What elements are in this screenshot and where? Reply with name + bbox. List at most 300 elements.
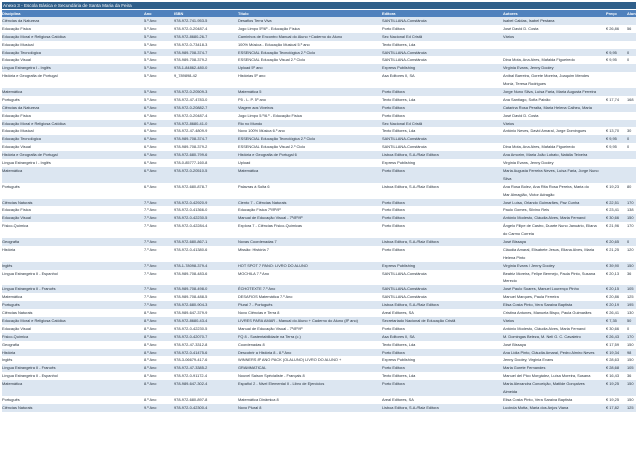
cell-editora: Express Publishing: [382, 262, 416, 268]
cell-alunos: 150: [627, 381, 634, 387]
cell-autores: Silva: [503, 175, 512, 181]
cell-autores: Ângelo Filipe de Castro, Duarte Nuno Januário, Eliana: [503, 223, 597, 229]
cell-isbn: 978-972-0-42920-9: [174, 199, 208, 205]
table-row: [2, 183, 636, 199]
cell-isbn: 978-972-0-42284-4: [174, 223, 208, 229]
cell-autores: António Modesto, Cláudia Alves, Maria Fernand: [503, 325, 586, 331]
cell-titulo: ESSENCIAL Educação Tecnológica 2.º Ciclo: [238, 136, 316, 142]
cell-alunos: 0: [627, 239, 630, 244]
cell-autores: Cláudia Amaral, Elisabete Jesus, Eliana Alves, Maria: [503, 246, 595, 252]
cell-autores: António Modesto, Cláudia Alves, Maria Fernand: [503, 215, 586, 221]
cell-autores: Maria Gorete Fernandes: [503, 365, 546, 371]
cell-ano: 6.º Ano: [144, 167, 157, 173]
cell-disciplina: Ciências Naturais: [2, 404, 33, 410]
cell-preco: € 19,25: [606, 396, 619, 402]
cell-disciplina: Educação Moral e Religiosa Católica: [2, 120, 66, 126]
cell-preco: € 19,34: [606, 349, 619, 355]
cell-isbn: 978-972-0-91172-4: [174, 373, 208, 379]
cell-editora: Express Publishing: [382, 357, 416, 363]
cell-titulo: ESSENCIAL Educação Visual 2.º Ciclo: [238, 57, 306, 63]
cell-autores: Vários: [503, 33, 515, 39]
cell-ano: 7.º Ano: [144, 270, 157, 276]
cell-ano: 7.º Ano: [144, 294, 157, 300]
cell-disciplina: História: [2, 349, 16, 355]
cell-alunos: 0: [627, 325, 630, 331]
cell-titulo: Educação Física 7º/8º/9º: [238, 207, 281, 213]
cell-alunos: 105: [627, 286, 634, 292]
cell-preco: € 16,43: [606, 373, 619, 379]
cell-autores: António Neves, David Amaral, Jorge Domingues: [503, 128, 587, 134]
cell-disciplina: Língua Estrangeira II - Francês: [2, 286, 56, 292]
cell-alunos: 130: [627, 310, 634, 316]
cell-editora: SANTILLANA-Constância: [382, 270, 427, 276]
cell-ano: 6.º Ano: [144, 112, 157, 118]
cell-disciplina: Ciências Naturais: [2, 199, 33, 205]
cell-disciplina: Língua Estrangeira II - Espanhol: [2, 270, 58, 276]
cell-alunos: 0: [627, 57, 630, 63]
cell-preco: € 20,65: [606, 239, 619, 244]
cell-alunos: 105: [627, 365, 634, 371]
cell-editora: Porto Editora: [382, 325, 405, 331]
cell-editora: Porto Editora: [382, 381, 405, 387]
cell-disciplina: Educação Visual: [2, 325, 31, 331]
cell-autores: Dina Mota, Ana Aires, Mafalda Figueiredo: [503, 144, 575, 150]
cell-titulo: 100% Música - Educação Musical 5.º ano: [238, 41, 310, 47]
table-row: [2, 199, 636, 207]
cell-titulo: Explora 7 - Ciências Físico-Químicas: [238, 223, 302, 229]
cell-ano: 8.º Ano: [144, 341, 157, 347]
cell-alunos: 150: [627, 341, 634, 347]
table-row: [2, 151, 636, 159]
cell-disciplina: História e Geografia de Portugal: [2, 152, 58, 158]
cell-ano: 6.º Ano: [144, 183, 157, 189]
cell-titulo: P5 - L. P. 5º ano: [238, 96, 266, 102]
cell-editora: Porto Editora: [382, 199, 405, 205]
cell-editora: Areal Editores, SA: [382, 396, 414, 402]
table-header: [2, 10, 640, 17]
cell-ano: 5.º Ano: [144, 18, 157, 23]
cell-isbn: 978-972-0-42070-7: [174, 333, 208, 339]
cell-preco: € 28,68: [606, 365, 619, 371]
table-row: [2, 238, 636, 246]
cell-disciplina: Língua Estrangeira I - Inglês: [2, 65, 51, 71]
cell-disciplina: Ciências da Natureza: [2, 104, 40, 110]
column-header: Preço: [606, 11, 617, 16]
cell-alunos: 150: [627, 396, 634, 402]
cell-isbn: 978-3-06679-417-6: [174, 357, 208, 363]
cell-ano: 7.º Ano: [144, 262, 157, 268]
table-row: [2, 33, 636, 41]
cell-editora: Texto Editores, Lda: [382, 96, 416, 102]
cell-disciplina: Educação Moral e Religiosa Católica: [2, 317, 66, 323]
cell-autores: Ana Rosa Bolez, Ana Rita Rosa Pereira, Maria do: [503, 183, 589, 189]
cell-disciplina: Educação Visual: [2, 144, 31, 150]
cell-titulo: Coordenadas 8: [238, 341, 265, 347]
cell-isbn: 9_789898-42: [174, 73, 197, 79]
cell-disciplina: Português: [2, 396, 20, 402]
cell-autores: Lucinda Motta, Maria dos Anjos Viana: [503, 404, 569, 410]
cell-ano: 5.º Ano: [144, 41, 157, 47]
cell-preco: € 26,86: [606, 25, 619, 31]
cell-editora: SANTILLANA-Constância: [382, 49, 427, 55]
cell-isbn: 978-989-708-379-2: [174, 144, 208, 150]
cell-isbn: 978-972-0-41366-0: [174, 207, 208, 213]
cell-autores: Paulo Gomes, Silvino Reis: [503, 207, 550, 213]
cell-ano: 8.º Ano: [144, 396, 157, 402]
cell-autores: Isabel Caldas, Isabel Pestana: [503, 18, 555, 23]
cell-titulo: Nouvel Saison Spécialiste - Français 8: [238, 373, 305, 379]
cell-isbn: 978-972-47-3385-2: [174, 365, 208, 371]
cell-alunos: 138: [627, 207, 634, 213]
cell-autores: Virginia Evans / Jenny Dooley: [503, 262, 555, 268]
cell-titulo: ÉCHOTEXTE 7.º Ano: [238, 286, 276, 292]
cell-autores: Vários: [503, 120, 515, 126]
column-header: Editora: [382, 11, 396, 16]
cell-autores: Manuel Marques, Paula Ferreira: [503, 294, 559, 300]
cell-titulo: Español 2 - Nivel Elemental II - Libro de Ejercicios: [238, 381, 325, 387]
cell-editora: Porto Editora: [382, 223, 405, 229]
cell-autores: Merecio: [503, 278, 517, 284]
cell-autores: Manuel del Pico Morgádez, Luísa Moreira, Susana: [503, 373, 591, 379]
cell-preco: € 17,59: [606, 341, 619, 347]
cell-isbn: 978-972-0-20509-3: [174, 89, 208, 95]
cell-autores: José Luísa, Orlando Guimarães, Paz Cunha: [503, 199, 580, 205]
cell-preco: € 20,19: [606, 302, 619, 308]
cell-isbn: 978-972-0-20510-5: [174, 167, 208, 173]
cell-titulo: Histórias 5º ano: [238, 73, 266, 79]
cell-autores: Virginia Evans, Jenny Dooley: [503, 160, 554, 166]
cell-autores: Virginia Evans, Jenny Dooley: [503, 65, 554, 71]
table-row: [2, 49, 636, 57]
cell-titulo: ESSENCIAL Educação Visual 2.º Ciclo: [238, 144, 306, 150]
cell-isbn: 978-989-708-379-2: [174, 57, 208, 63]
cell-editora: Lisboa Editora, S.A./Raiz Editora: [382, 183, 439, 189]
cell-isbn: 978-1-78098-379-4: [174, 262, 208, 268]
cell-isbn: 978-972-0-42300-4: [174, 404, 208, 410]
cell-disciplina: Língua Estrangeira I - Inglês: [2, 160, 51, 166]
cell-ano: 7.º Ano: [144, 286, 157, 292]
cell-preco: € 17,82: [606, 404, 619, 410]
cell-disciplina: Inglês: [2, 262, 13, 268]
cell-editora: Asa Editores II, SA: [382, 73, 415, 79]
cell-ano: 5.º Ano: [144, 73, 157, 79]
cell-alunos: 125: [627, 404, 634, 410]
cell-alunos: 120: [627, 246, 634, 252]
table-row: [2, 112, 636, 120]
cell-ano: 8.º Ano: [144, 333, 157, 339]
cell-isbn: 978-972-680-867-1: [174, 239, 208, 244]
cell-alunos: 150: [627, 262, 634, 268]
cell-editora: Porto Editora: [382, 215, 405, 221]
cell-alunos: 36: [627, 373, 632, 379]
cell-preco: € 20,15: [606, 286, 619, 292]
cell-ano: 8.º Ano: [144, 325, 157, 331]
cell-isbn: 978-972-0-20882-7: [174, 104, 208, 110]
cell-autores: M. Domingas Beleza, M. Neli G. C. Cavaleiro: [503, 333, 581, 339]
column-header: Título: [238, 11, 249, 16]
cell-editora: Porto Editora: [382, 104, 405, 110]
table-row: [2, 380, 636, 396]
cell-ano: 5.º Ano: [144, 25, 157, 31]
cell-disciplina: Educação Física: [2, 207, 31, 213]
cell-isbn: 978-989-708-374-7: [174, 136, 208, 142]
cell-preco: € 20,13: [606, 270, 619, 276]
cell-titulo: Descobrir a História 8 - 8.º Ano: [238, 349, 292, 355]
table-row: [2, 143, 636, 151]
cell-isbn: 978-989-708-374-7: [174, 49, 208, 55]
cell-isbn: 978-989-708-483-6: [174, 270, 208, 276]
cell-ano: 5.º Ano: [144, 96, 157, 102]
cell-ano: 8.º Ano: [144, 381, 157, 387]
cell-ano: 6.º Ano: [144, 144, 157, 150]
table-row: [2, 404, 636, 412]
cell-preco: € 21,25: [606, 246, 619, 252]
table-row: [2, 96, 636, 104]
cell-alunos: 150: [627, 357, 634, 363]
cell-disciplina: Português: [2, 302, 20, 308]
cell-disciplina: Português: [2, 96, 20, 102]
cell-editora: Areal Editores, SA: [382, 310, 414, 316]
cell-titulo: Ciento 7 - Ciências Naturais: [238, 199, 287, 205]
cell-ano: 6.º Ano: [144, 128, 157, 134]
cell-isbn: 978-989-708-498-0: [174, 286, 208, 292]
table-row: [2, 214, 636, 222]
cell-autores: Elisa Costa Pinto, Vera Saraiva Baptista: [503, 302, 573, 308]
cell-alunos: 36: [627, 270, 632, 276]
cell-titulo: Novo 100% Música 6.º ano: [238, 128, 285, 134]
table-row: [2, 285, 636, 293]
cell-titulo: LIVRES PARA AMAR - Manual do Aluno + Caderno do Aluno (8º ano): [238, 317, 358, 323]
cell-autores: Cristina Antunes, Manuela Bispo, Paula Guimarães: [503, 310, 592, 316]
cell-editora: Lisboa Editora, S.A./Raiz Editora: [382, 239, 439, 244]
cell-ano: 5.º Ano: [144, 33, 157, 39]
cell-autores: Mar Almagião, Victor Adragão: [503, 191, 555, 197]
cell-autores: Catarina Rosa Peralta, Maria Helena Calheu, Maria: [503, 104, 592, 110]
cell-preco: € 17,74: [606, 96, 619, 102]
cell-autores: Dina Mota, Ana Aires, Mafalda Figueiredo: [503, 57, 575, 63]
cell-preco: € 9,95: [606, 49, 617, 55]
table-row: [2, 396, 636, 404]
cell-autores: Maria Alexandra Conceição, Matilde Gonçalves: [503, 381, 585, 387]
cell-titulo: História e Geografia de Portugal 6: [238, 152, 297, 158]
cell-preco: € 26,41: [606, 310, 619, 316]
column-header: Disciplina: [2, 11, 21, 16]
cell-titulo: Novo Plural 8: [238, 404, 262, 410]
table-row: [2, 41, 636, 49]
cell-autores: Aníbal Barreira, Gorete Moreira, Joaquim Mendes: [503, 73, 590, 79]
cell-titulo: Novo Ciências e Terra 8: [238, 310, 280, 316]
cell-editora: SANTILLANA-Constância: [382, 57, 427, 63]
cell-preco: € 9,95: [606, 136, 617, 142]
cell-disciplina: Português: [2, 183, 20, 189]
cell-ano: 5.º Ano: [144, 57, 157, 63]
cell-preco: € 30,66: [606, 215, 619, 221]
cell-autores: Elisa Costa Pinto, Vera Saraiva Baptista: [503, 396, 573, 402]
cell-titulo: Viagem aos Viveiros: [238, 104, 274, 110]
cell-titulo: Jogo Limpo 5º/6º - Educação Física: [238, 25, 300, 31]
cell-alunos: 0: [627, 144, 630, 150]
cell-alunos: 80: [627, 183, 632, 189]
cell-alunos: 125: [627, 294, 634, 300]
cell-disciplina: Língua Estrangeira II - Espanhol: [2, 373, 58, 379]
cell-titulo: Manual de Educação Visual - 7º/8º/9º: [238, 325, 303, 331]
cell-ano: 6.º Ano: [144, 120, 157, 126]
cell-isbn: 978-972-47-4783-0: [174, 96, 208, 102]
cell-titulo: Missão: História 7: [238, 246, 269, 252]
cell-editora: SANTILLANA-Constância: [382, 136, 427, 142]
cell-autores: Ana Lídia Pinto, Cláudia Amaral, Pedro Almiro Neves: [503, 349, 595, 355]
cell-ano: 8.º Ano: [144, 317, 157, 323]
cell-preco: € 26,43: [606, 333, 619, 339]
cell-autores: Moniz, Teresa Rodrigues: [503, 81, 546, 87]
cell-disciplina: Matemática: [2, 167, 23, 173]
cell-disciplina: Educação Musical: [2, 41, 34, 47]
cell-titulo: HOT SPOT 7 PANO: LIVRO DO ALUNO: [238, 262, 308, 268]
cell-editora: Lisboa Editora, S.A./Raiz Editora: [382, 152, 439, 158]
cell-autores: José David D. Costa: [503, 25, 539, 31]
cell-disciplina: Educação Tecnológica: [2, 136, 41, 142]
cell-ano: 7.º Ano: [144, 215, 157, 221]
cell-autores: Ana Santiago, Sofia Paixão: [503, 96, 551, 102]
cell-editora: SANTILLANA-Constância: [382, 18, 427, 23]
cell-disciplina: Educação Física: [2, 25, 31, 31]
cell-disciplina: Educação Física: [2, 112, 31, 118]
cell-preco: € 9,95: [606, 57, 617, 63]
cell-ano: 8.º Ano: [144, 365, 157, 371]
cell-editora: Porto Editora: [382, 246, 405, 252]
cell-disciplina: Ciências Naturais: [2, 310, 33, 316]
cell-titulo: FQ 8 - Sustentabilidade na Terra (c.): [238, 333, 301, 339]
cell-alunos: 170: [627, 333, 634, 339]
table-row: [2, 293, 636, 301]
cell-titulo: GRAMMATICAL: [238, 365, 267, 371]
cell-ano: 6.º Ano: [144, 152, 157, 158]
cell-preco: € 9,95: [606, 144, 617, 150]
cell-titulo: Desafios Terra Viva: [238, 18, 272, 23]
cell-isbn: 978-972-0-73418-3: [174, 41, 208, 47]
table-row: [2, 104, 636, 112]
cell-disciplina: Físico-Química: [2, 223, 29, 229]
table-row: [2, 372, 636, 380]
cell-isbn: 978-972-0-41380-6: [174, 246, 208, 252]
cell-autores: José David D. Costa: [503, 112, 539, 118]
cell-editora: Porto Editora: [382, 89, 405, 95]
cell-titulo: WINNERS 8º ANO PACK (OLALUNO) LIVRO DO ALUNO +: [238, 357, 342, 363]
cell-editora: Texto Editores, Lda: [382, 41, 416, 47]
cell-disciplina: Geografia: [2, 341, 20, 347]
cell-titulo: Palavras à Solta 6: [238, 183, 270, 189]
cell-autores: Ana Amorim, Maria João Lobato, Natália Teixeira: [503, 152, 588, 158]
cell-titulo: Manual de Educação Visual - 7º/8º/9º: [238, 215, 303, 221]
cell-ano: 9.º Ano: [144, 404, 157, 410]
cell-editora: Porto Editora: [382, 349, 405, 355]
cell-alunos: 50: [627, 317, 632, 323]
cell-alunos: 56: [627, 25, 632, 31]
cell-preco: € 19,25: [606, 381, 619, 387]
cell-editora: SANTILLANA-Constância: [382, 144, 427, 150]
cell-disciplina: Educação Musical: [2, 128, 34, 134]
cell-isbn: 978-972-0-20487-4: [174, 112, 208, 118]
cell-editora: Porto Editora: [382, 365, 405, 371]
cell-editora: Texto Editores, Lda: [382, 341, 416, 347]
cell-disciplina: Inglês: [2, 357, 13, 363]
cell-autores: José Bissaya: [503, 341, 526, 347]
cell-alunos: 170: [627, 223, 634, 229]
cell-editora: Express Publishing: [382, 160, 416, 166]
cell-isbn: 978-972-741-953-5: [174, 18, 208, 23]
cell-autores: Vários: [503, 317, 515, 323]
cell-ano: 8.º Ano: [144, 349, 157, 355]
table-row: [2, 262, 636, 270]
cell-preco: € 7,35: [606, 317, 617, 323]
cell-editora: Porto Editora: [382, 25, 405, 31]
cell-titulo: Caminhos de Encontro Manual do Aluno +Caderno do Aluno: [238, 33, 343, 39]
cell-isbn: 978-972-680-904-3: [174, 302, 208, 308]
cell-preco: € 23,41: [606, 207, 619, 213]
column-header: Ano: [144, 11, 152, 16]
cell-alunos: 168: [627, 96, 634, 102]
cell-autores: Jorge Nuno Silva, Luísa Faria, Maria Augusta Ferreira: [503, 89, 596, 95]
cell-disciplina: História: [2, 246, 16, 252]
cell-ano: 8.º Ano: [144, 310, 157, 316]
cell-titulo: Novas Coordenadas 7: [238, 239, 277, 244]
table-row: [2, 301, 636, 309]
cell-isbn: 978-972-47-4809-9: [174, 128, 208, 134]
table-row: [2, 127, 636, 135]
table-body: [2, 17, 636, 412]
cell-ano: 7.º Ano: [144, 223, 157, 229]
cell-isbn: 978-1-84862-480-0: [174, 65, 208, 71]
cell-alunos: 0: [627, 49, 630, 55]
cell-preco: € 13,70: [606, 128, 619, 134]
table-row: [2, 349, 636, 357]
cell-isbn: 978-972-680-878-7: [174, 183, 208, 189]
cell-titulo: Upload: [238, 160, 251, 166]
cell-disciplina: Educação Visual: [2, 215, 31, 221]
table-row: [2, 56, 636, 64]
document-title: Anexo 3 - Escola Básica e Secundária de Santa Maria da Feira: [3, 3, 132, 8]
table-row: [2, 325, 636, 333]
cell-ano: 7.º Ano: [144, 199, 157, 205]
cell-disciplina: Matemática: [2, 381, 23, 387]
cell-disciplina: Geografia: [2, 239, 20, 244]
cell-titulo: Jogo Limpo 5.º/6.º - Educação Física: [238, 112, 302, 118]
cell-titulo: Rio no Mundo: [238, 120, 263, 126]
cell-ano: 5.º Ano: [144, 89, 157, 95]
cell-autores: José Bissaya: [503, 239, 526, 244]
cell-ano: 7.º Ano: [144, 239, 157, 244]
cell-preco: € 20,86: [606, 294, 619, 300]
table-row: [2, 72, 636, 88]
cell-isbn: 978-972-8680-43-4: [174, 317, 208, 323]
cell-preco: € 28,63: [606, 357, 619, 363]
document-title-bar: [2, 2, 636, 9]
table-row: [2, 356, 636, 364]
cell-ano: 7.º Ano: [144, 246, 157, 252]
cell-editora: Sec Nacional Ed Cristã: [382, 120, 423, 126]
table-row: [2, 206, 636, 214]
cell-editora: Secretariado Nacional de Educação Cristã: [382, 317, 456, 323]
cell-alunos: 30: [627, 128, 632, 134]
cell-disciplina: Matemática: [2, 294, 23, 300]
cell-disciplina: Educação Tecnológica: [2, 49, 41, 55]
cell-ano: 8.º Ano: [144, 373, 157, 379]
cell-alunos: 98: [627, 349, 632, 355]
cell-titulo: Matemática: [238, 167, 259, 173]
cell-alunos: 195: [627, 302, 634, 308]
cell-isbn: 978-972-0-42230-5: [174, 215, 208, 221]
cell-editora: SANTILLANA-Constância: [382, 294, 427, 300]
